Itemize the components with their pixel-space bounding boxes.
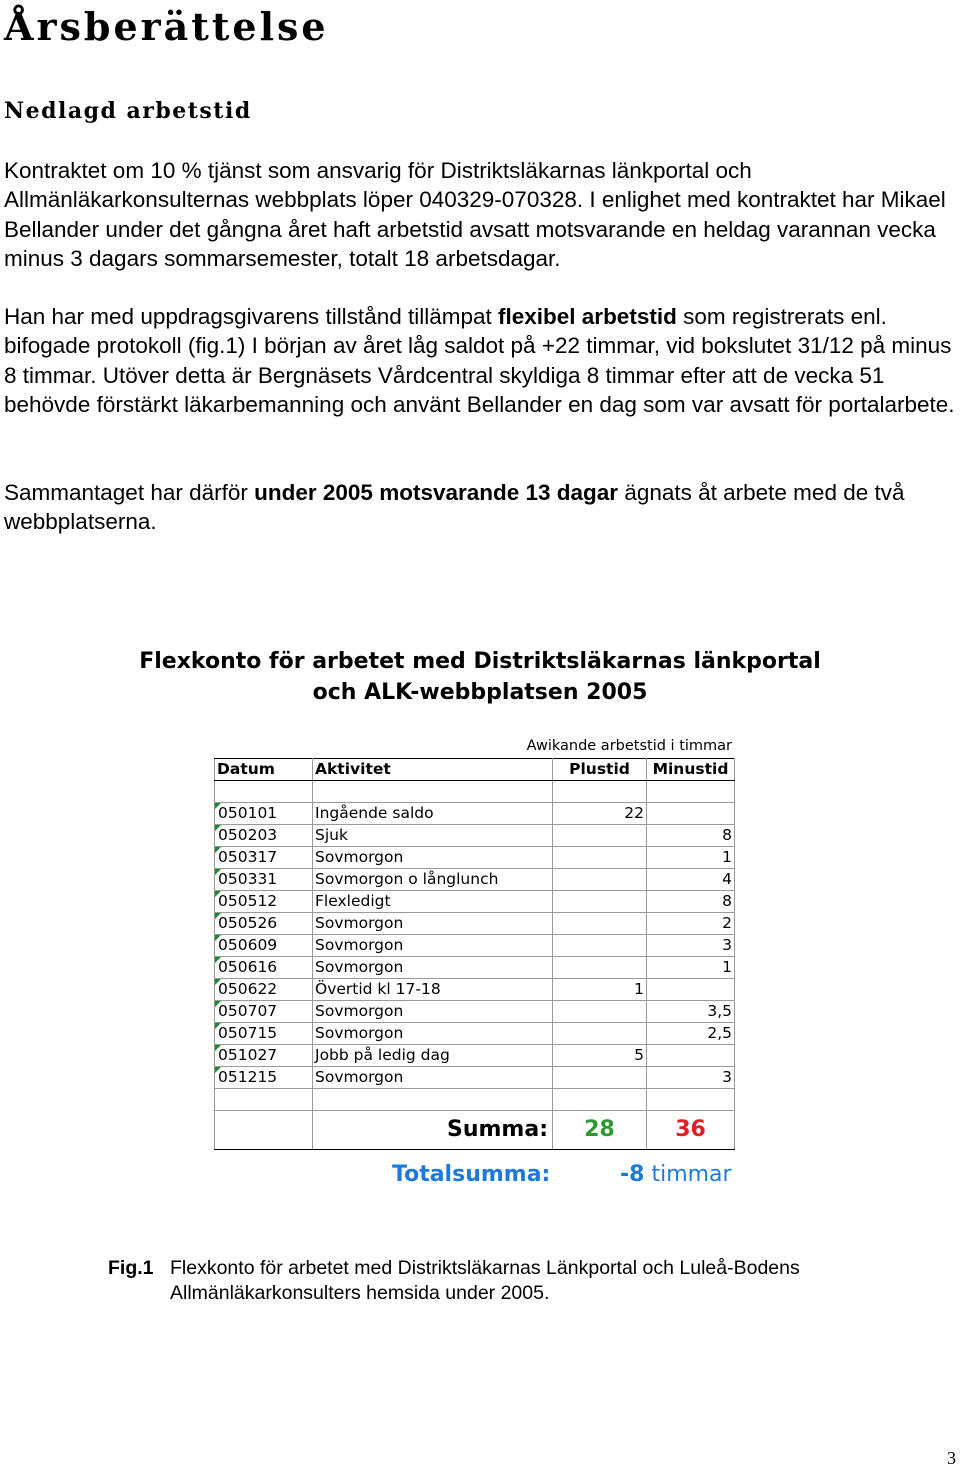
- page-number: 3: [947, 1448, 956, 1468]
- row-plus: 22: [553, 803, 647, 825]
- total-value: [620, 1162, 732, 1187]
- figure-title-line-1: Flexkonto för arbetet med Distriktsläkarnas länkportal: [139, 649, 821, 674]
- header-aktivitet: Aktivitet: [313, 759, 553, 781]
- row-plus: [553, 1023, 647, 1045]
- row-plus: [553, 1001, 647, 1023]
- paragraph-summary-text-c: ägnats åt arbete med de två webbplatserna.: [4, 480, 905, 535]
- figure-caption: [108, 1256, 908, 1306]
- row-minus: [647, 1045, 735, 1067]
- figure-number: Fig.1: [108, 1257, 154, 1279]
- row-minus: 8: [647, 825, 735, 847]
- table-spacer-row: [215, 781, 735, 803]
- row-plus: [553, 825, 647, 847]
- sum-plus: 28: [553, 1111, 647, 1150]
- row-plus: 5: [553, 1045, 647, 1067]
- row-minus: 3: [647, 935, 735, 957]
- paragraph-summary: [4, 478, 956, 537]
- table-spacer-row: [215, 1089, 735, 1111]
- row-date: 050609: [215, 935, 313, 957]
- paragraph-flextime-text-c: som registrerats enl. bifogade protokoll (fig.1) I början av året låg saldot på +22 timmar, vid bokslutet 31/12 på minus 8 timmar. Utöver detta är Bergnäsets Vårdcentral skyldiga 8 timmar efter att de vecka 51 behövde förstärkt läkarbemanning och använt Bellander en dag som var avsatt för portalarbete.: [4, 304, 955, 417]
- row-date: 050715: [215, 1023, 313, 1045]
- row-activity: Sjuk: [313, 825, 553, 847]
- row-plus: 1: [553, 979, 647, 1001]
- row-date: 051215: [215, 1067, 313, 1089]
- paragraph-summary-bold: under 2005 motsvarande 13 dagar: [254, 480, 619, 505]
- row-plus: [553, 1067, 647, 1089]
- row-minus: [647, 979, 735, 1001]
- paragraph-flextime-text-a: Han har med uppdragsgivarens tillstånd tillämpat: [4, 304, 499, 329]
- table-caption: Awikande arbetstid i timmar: [526, 738, 732, 754]
- row-activity: Sovmorgon: [313, 1001, 553, 1023]
- row-date: 051027: [215, 1045, 313, 1067]
- row-minus: 3: [647, 1067, 735, 1089]
- row-minus: 1: [647, 957, 735, 979]
- caption-line-1: Flexkonto för arbetet med Distriktsläkarnas Länkportal och Luleå-Bodens: [170, 1257, 800, 1279]
- row-date: 050622: [215, 979, 313, 1001]
- row-minus: 8: [647, 891, 735, 913]
- row-date: 050331: [215, 869, 313, 891]
- row-minus: 4: [647, 869, 735, 891]
- row-plus: [553, 935, 647, 957]
- document-title: Årsberättelse: [4, 4, 329, 49]
- table-row: [215, 803, 735, 825]
- paragraph-flextime-bold: flexibel arbetstid: [498, 304, 677, 329]
- row-activity: Sovmorgon: [313, 1023, 553, 1045]
- paragraph-summary-text-a: Sammantaget har därför: [4, 480, 255, 505]
- total-number: -8: [620, 1162, 645, 1187]
- row-date: 050616: [215, 957, 313, 979]
- row-plus: [553, 957, 647, 979]
- table-row: [215, 935, 735, 957]
- table-body: [215, 781, 735, 1089]
- row-activity: Sovmorgon: [313, 935, 553, 957]
- table-row: [215, 1023, 735, 1045]
- section-heading: Nedlagd arbetstid: [4, 98, 252, 124]
- row-activity: Flexledigt: [313, 891, 553, 913]
- row-activity: Sovmorgon: [313, 847, 553, 869]
- flex-account-table: [214, 758, 735, 1150]
- row-activity: Sovmorgon: [313, 1067, 553, 1089]
- row-activity: Ingående saldo: [313, 803, 553, 825]
- sum-empty-cell: [215, 1111, 313, 1150]
- caption-line-2: Allmänläkarkonsulters hemsida under 2005.: [170, 1282, 550, 1304]
- row-plus: [553, 891, 647, 913]
- row-minus: 2: [647, 913, 735, 935]
- table-header-row: [215, 759, 735, 781]
- header-plustid: Plustid: [553, 759, 647, 781]
- row-minus: 2,5: [647, 1023, 735, 1045]
- header-datum: Datum: [215, 759, 313, 781]
- table-row: [215, 825, 735, 847]
- table-row: [215, 1045, 735, 1067]
- total-label: Totalsumma:: [392, 1162, 551, 1187]
- header-minustid: Minustid: [647, 759, 735, 781]
- row-plus: [553, 869, 647, 891]
- row-date: 050317: [215, 847, 313, 869]
- table-sum-row: [215, 1111, 735, 1150]
- row-date: 050203: [215, 825, 313, 847]
- total-unit: timmar: [651, 1162, 732, 1187]
- table-row: [215, 913, 735, 935]
- paragraph-flextime: [4, 302, 956, 419]
- paragraph-contract: Kontraktet om 10 % tjänst som ansvarig för Distriktsläkarnas länkportal och Allmänläkarkonsulternas webbplats löper 040329-070328. I enlighet med kontraktet har Mikael Bellander under det gångna året haft arbetstid avsatt motsvarande en heldag varannan vecka minus 3 dagars sommarsemester, totalt 18 arbetsdagar.: [4, 158, 946, 271]
- sum-label: Summa:: [313, 1111, 553, 1150]
- row-minus: [647, 803, 735, 825]
- table-row: [215, 869, 735, 891]
- row-activity: Sovmorgon o långlunch: [313, 869, 553, 891]
- row-activity: Sovmorgon: [313, 913, 553, 935]
- row-minus: 3,5: [647, 1001, 735, 1023]
- row-activity: Jobb på ledig dag: [313, 1045, 553, 1067]
- figure-title: [120, 646, 840, 708]
- table-row: [215, 979, 735, 1001]
- row-date: 050512: [215, 891, 313, 913]
- row-date: 050101: [215, 803, 313, 825]
- sum-minus: 36: [647, 1111, 735, 1150]
- table-row: [215, 847, 735, 869]
- row-date: 050707: [215, 1001, 313, 1023]
- row-date: 050526: [215, 913, 313, 935]
- row-activity: Sovmorgon: [313, 957, 553, 979]
- table-row: [215, 891, 735, 913]
- row-minus: 1: [647, 847, 735, 869]
- table-row: [215, 1001, 735, 1023]
- table-row: [215, 957, 735, 979]
- row-plus: [553, 913, 647, 935]
- table-row: [215, 1067, 735, 1089]
- row-plus: [553, 847, 647, 869]
- row-activity: Övertid kl 17-18: [313, 979, 553, 1001]
- figure-title-line-2: och ALK-webbplatsen 2005: [312, 680, 648, 705]
